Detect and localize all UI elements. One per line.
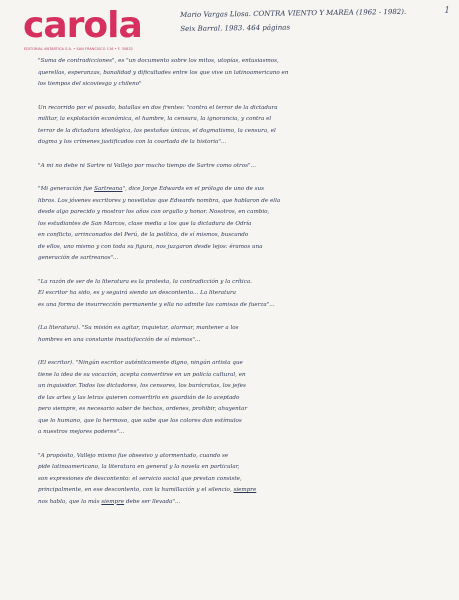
note-paragraph — [38, 184, 418, 265]
note-line: hombres en una constante insatisfacción de sí mismos"... — [38, 336, 201, 343]
note-line: "Suma de contradicciones", es "un documento sobre los mitos, utopías, entusiasmos, — [38, 58, 279, 64]
note-line: los tiempos del sicoviesgo y chileno" — [38, 81, 142, 87]
note-paragraph — [38, 277, 418, 312]
note-line: Un recorrido por el pasado, batallas en dos frentes: "contra el terror de la dictadura — [38, 104, 278, 111]
underlined-word: Sartreana — [94, 186, 123, 192]
page-number: 1 — [444, 6, 450, 16]
note-paragraph — [38, 103, 418, 149]
note-line: generación de sartreanos"... — [38, 255, 119, 261]
note-line: los estudiantes de San Marcos, clase media a los que la dictadura de Odría — [38, 220, 252, 227]
note-line: que lo humano, que lo hermoso, que sabe que los colores dan estímulos — [38, 417, 242, 424]
publisher-imprint: EDITORIAL ANTARTICA S.A. • SAN FRANCISCO 116 • F. 35832 — [24, 47, 134, 51]
note-line: pero siempre, es necesario saber de hechos, ordenes, prohibir, ahuyentar — [38, 406, 248, 412]
note-line: un inquisidor. Todos los dictadores, los censores, los burócratas, los jefes — [38, 383, 246, 389]
handwritten-notes — [38, 56, 418, 520]
note-line: de ellos, uno mismo y con toda su figura, nos juzgaron desde lejos: éramos una — [38, 243, 263, 250]
note-line: pide latinoamericano, la literatura en general y la novela en particular, — [38, 464, 240, 470]
note-line: querellas, esperanzas, banalidad y dificultades entre los que vive un latinoamericano en — [38, 69, 289, 76]
note-line: "La razón de ser de la literatura es la protesta, la contradicción y la crítica. — [38, 278, 252, 285]
note-line: El escritor ha sido, es y seguirá siendo un descontento... La literatura — [38, 290, 236, 296]
note-line: principalmente, en ese descontento, con la humillación y el silencio, siempre — [38, 487, 257, 493]
note-line: militar, la explotación económica, el hambre, la censura, la ignorancia, y contra el — [38, 116, 272, 122]
header-line: Mario Vargas Llosa. CONTRA VIENTO Y MAREA (1962 - 1982). — [180, 7, 407, 19]
note-line: es una forma de insurrección permanente y ella no admite las camisas de fuerza"... — [38, 301, 275, 308]
note-line: tiene la idea de su vocación, acepta convertirse en un policía cultural, en — [38, 371, 246, 378]
underlined-word: siempre — [233, 487, 257, 493]
note-line: libros. Los jóvenes escritores y novelistas que Edwards nombra, que hablaron de ella — [38, 197, 281, 204]
note-line: son expresiones de descontento: el servicio social que prestan consiste, — [38, 475, 242, 482]
note-line: (La literatura). "Su misión es agitar, inquietar, alarmar, mantener a los — [38, 325, 239, 331]
note-paragraph — [38, 56, 418, 91]
note-paragraph — [38, 358, 418, 439]
book-reference-header — [180, 5, 420, 36]
note-line: en conflicto, arrinconados del Perú, de la política, de sí mismos, buscando — [38, 232, 249, 238]
note-line: (El escritor). "Ningún escritor auténticamente digno, ningún artista que — [38, 360, 243, 366]
note-line: desde algo parecido y mostrar los años con orgullo y honor. Nosotros, en cambio, — [38, 209, 270, 215]
brand-logo: carola — [23, 5, 142, 46]
note-line: "A propósito, Vallejo mismo fue obsesivo y atormentado, cuando se — [38, 452, 229, 459]
note-line: a nuestros mejores poderes"... — [38, 429, 125, 435]
header-line: Seix Barral. 1983. 464 páginas — [180, 23, 291, 33]
note-line: "Mi generación fue Sartreana", dice Jorge Edwards en el prólogo de uno de sus — [38, 186, 264, 192]
note-paragraph — [38, 323, 418, 346]
note-paragraph — [38, 161, 418, 173]
note-paragraph — [38, 451, 418, 509]
note-line: nos habla, que la más siempre debe ser llevada"... — [38, 498, 181, 505]
note-line: "A mi no debe ni Sartre ni Vallejo por mucho tiempo de Sartre como otros"... — [38, 162, 256, 169]
underlined-word: siempre — [101, 498, 125, 505]
note-line: de las artes y las letras quieren convertirlo en guardián de lo aceptado — [38, 394, 240, 401]
note-line: terror de la dictadura ideológica, las pestañas únicas, el dogmatismo, la censura, el — [38, 127, 276, 134]
note-line: dogma y los crímenes justificados con la coartada de la historia"... — [38, 139, 227, 145]
